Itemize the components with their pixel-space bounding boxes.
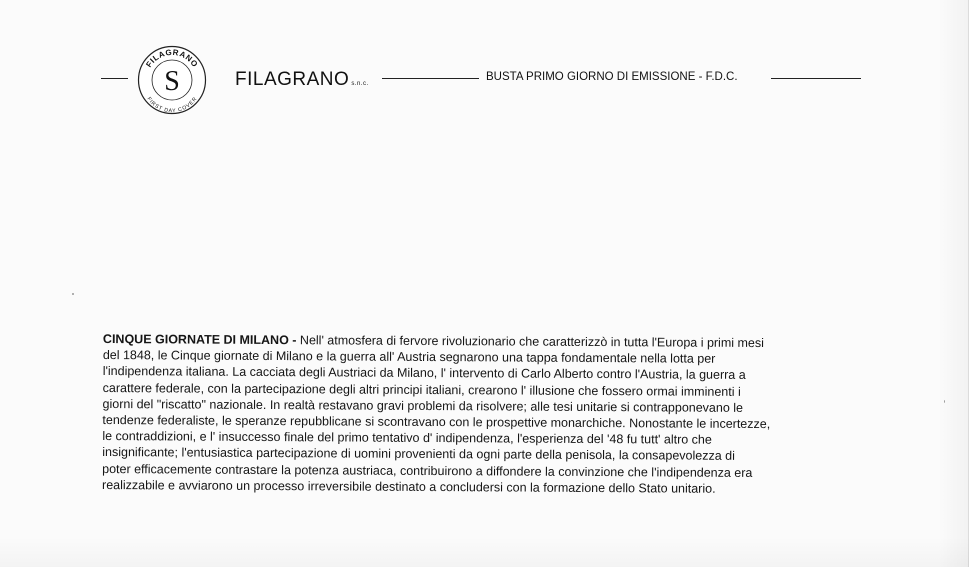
description-line-7: le contraddizioni, e l' insuccesso finale del primo tentativo d' indipendenza, l'esperienza del '48 fu tutt' altro che bbox=[102, 429, 712, 447]
paper-speck bbox=[944, 400, 945, 403]
description-line-1-text: Nell' atmosfera di fervore rivoluzionario che caratterizzò in tutta l'Europa i primi mesi bbox=[296, 333, 764, 351]
description-line-2: del 1848, le Cinque giornate di Milano e la guerra all' Austria segnarono una tappa fondamentale nella lotta per bbox=[102, 348, 716, 366]
description-line-8: insignificante; l'entusiastica partecipazione di uomini provenienti da ogni parte della penisola, la consapevolezza di bbox=[102, 445, 735, 464]
header-caption: BUSTA PRIMO GIORNO DI EMISSIONE - F.D.C. bbox=[486, 71, 738, 83]
description-line-10: realizzabile e avviarono un processo irreversibile destinato a concludersi con la formazione dello Stato unitario. bbox=[102, 477, 716, 496]
paper-speck bbox=[72, 293, 74, 295]
filagrano-seal-icon bbox=[137, 45, 207, 115]
description-line-5: giorni del "riscatto" nazionale. In realtà restavano gravi problemi da risolvere; alle tesi unitarie si contrapponevano le bbox=[102, 396, 744, 415]
brand-name-text: FILAGRANO bbox=[235, 69, 350, 90]
header-rule-middle bbox=[382, 78, 479, 79]
historical-description bbox=[102, 331, 863, 498]
description-headline: CINQUE GIORNATE DI MILANO - bbox=[102, 331, 297, 348]
envelope-edge-shade bbox=[938, 0, 968, 567]
envelope-bottom-shade bbox=[0, 537, 969, 567]
logo-ring-top-text: FILAGRANO bbox=[144, 47, 200, 70]
header-rule-right bbox=[771, 78, 861, 79]
description-line-4: carattere federale, con la partecipazione degli altri principi italiani, crearono l' illusione che fossero ormai imminenti i bbox=[102, 380, 741, 399]
description-line-6: tendenze federaliste, le speranze repubblicane si scontravano con le prospettive monarchiche. Nonostante le incertezze, bbox=[102, 413, 771, 432]
description-line-3: l'indipendenza italiana. La cacciata degli Austriaci da Milano, l' intervento di Carlo Alberto contro l'Austria, la guerra a bbox=[102, 364, 746, 383]
brand-name bbox=[235, 69, 369, 91]
header-rule-left bbox=[101, 78, 128, 79]
brand-suffix: s.n.c. bbox=[351, 81, 369, 87]
logo-center-letter: S bbox=[164, 66, 180, 97]
logo-ring-bottom-text: FIRST DAY COVER bbox=[145, 96, 199, 115]
description-line-9: poter efficacemente contrastare la potenza austriaca, contribuirono a diffondere la convinzione che l'indipendenza era bbox=[102, 461, 753, 480]
